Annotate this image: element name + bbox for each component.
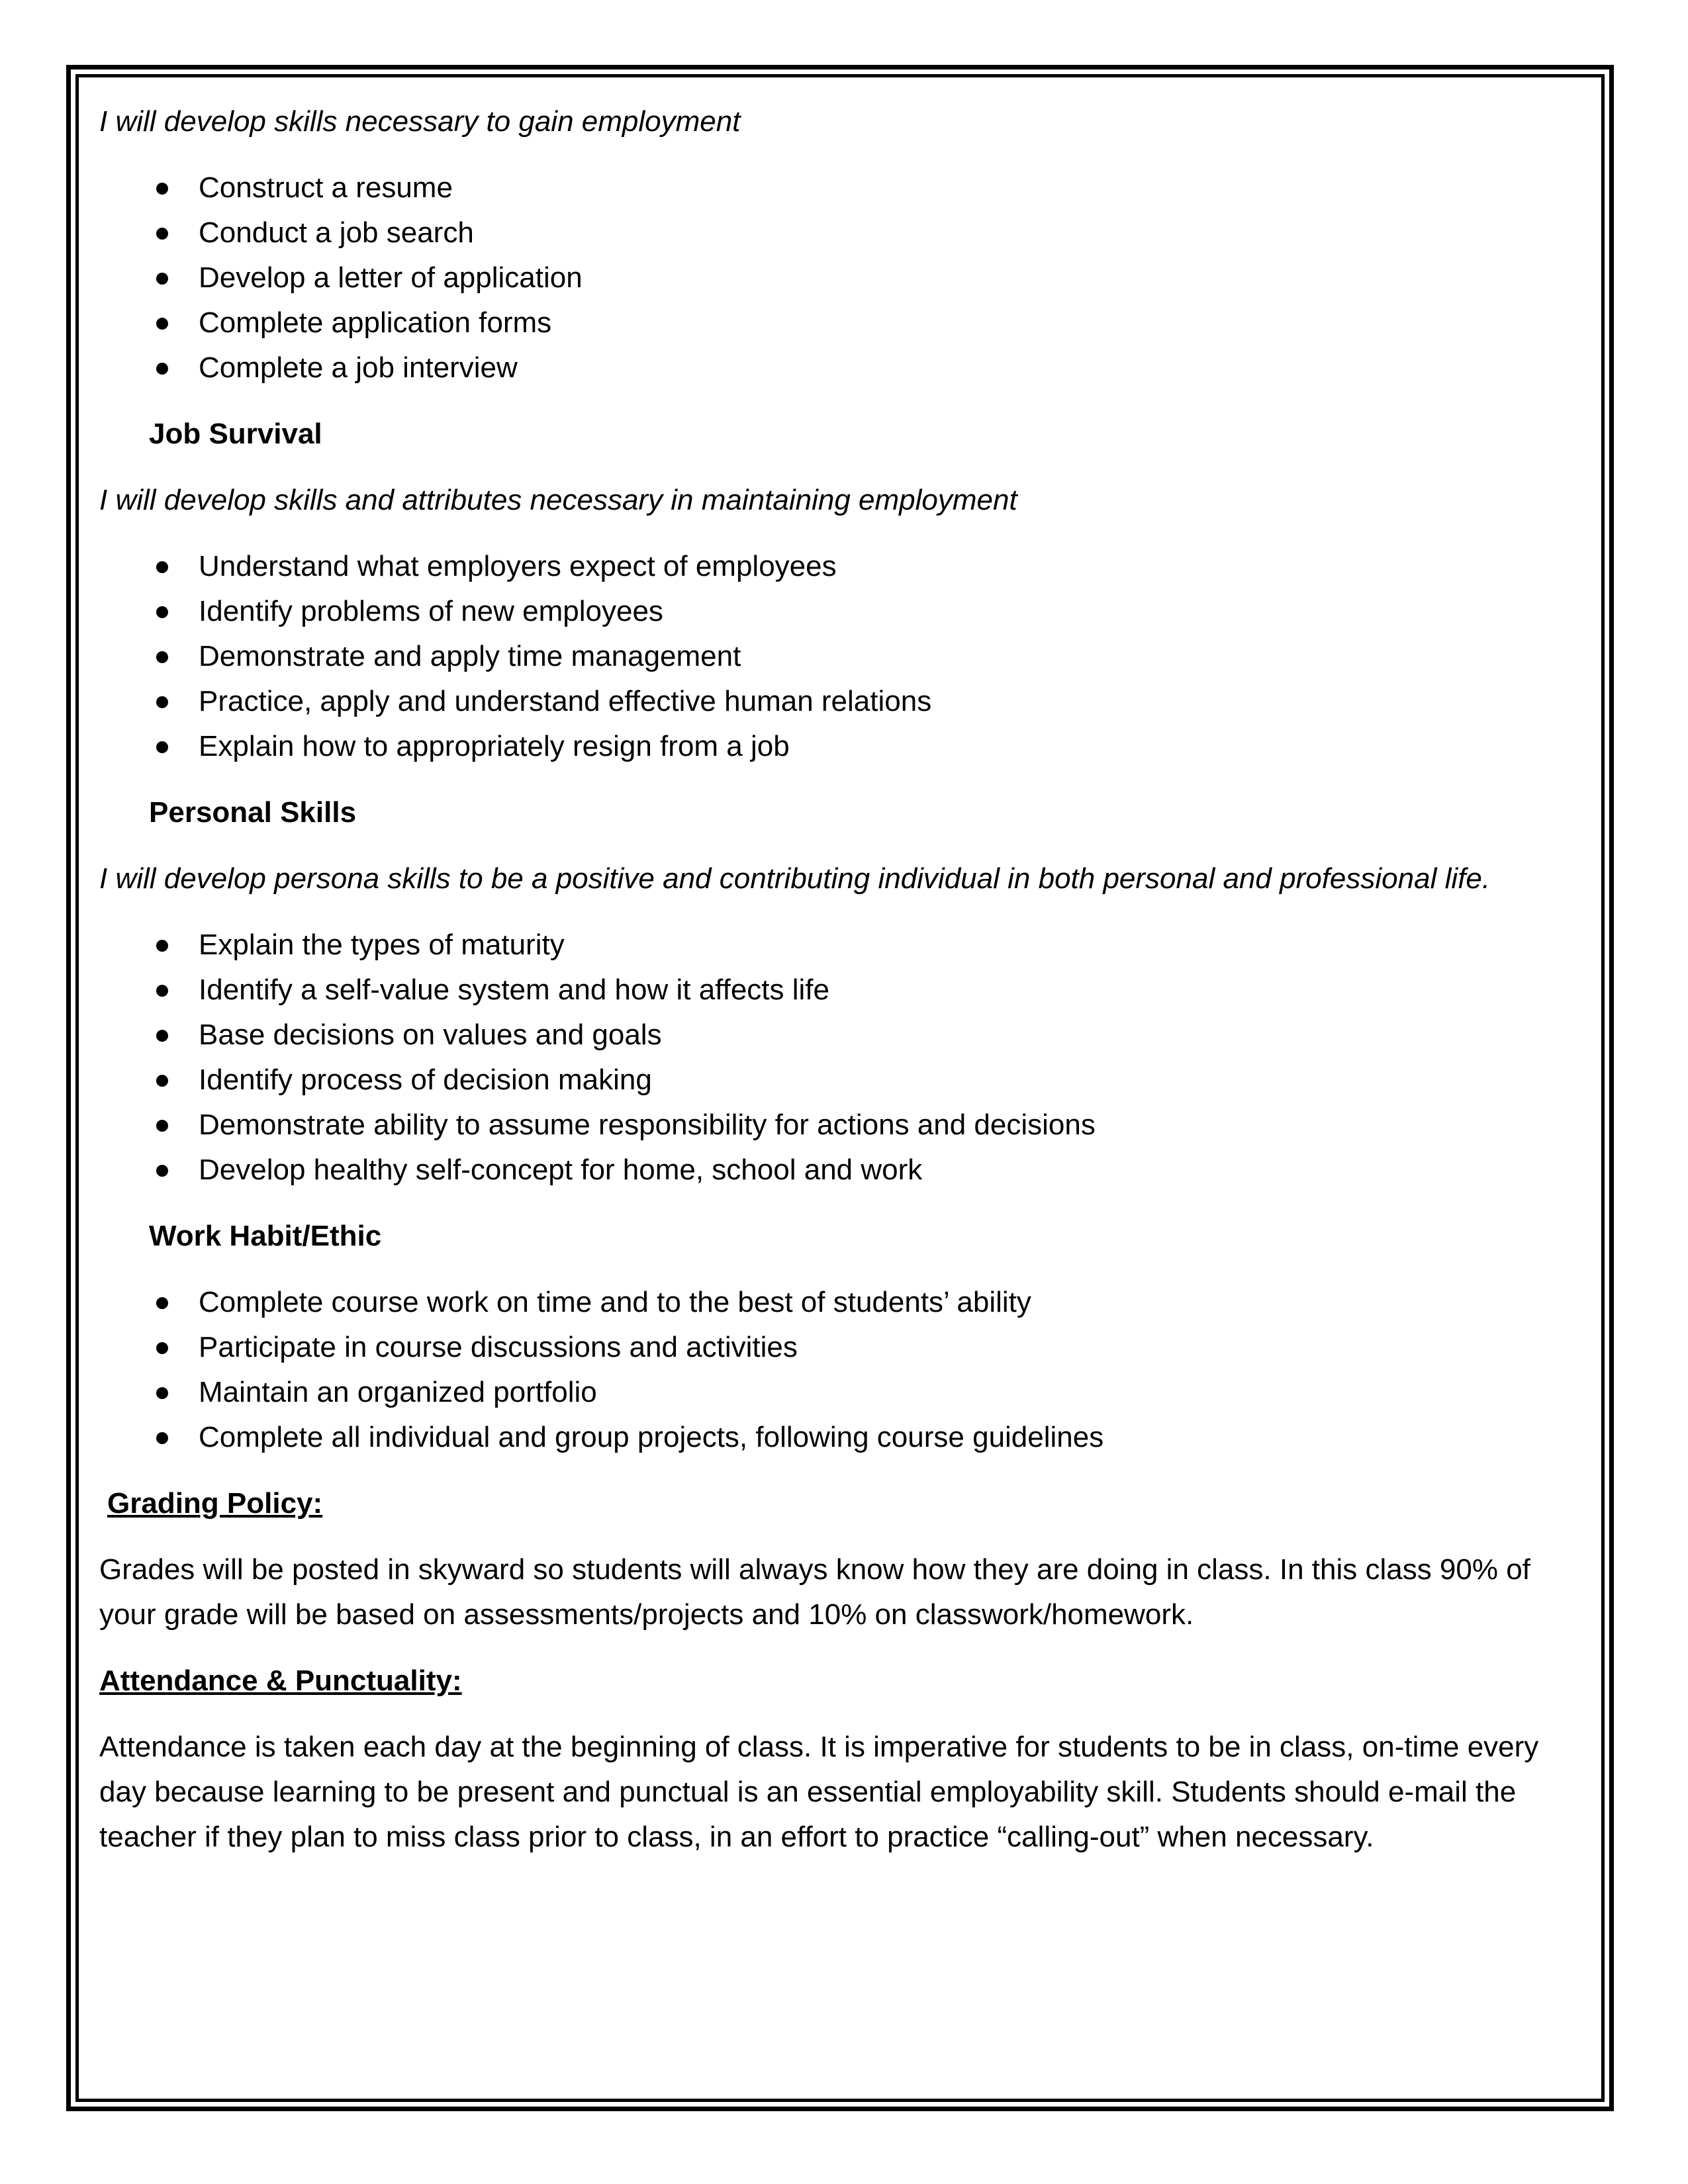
employment-intro: I will develop skills necessary to gain employment (99, 105, 741, 138)
list-item: Practice, apply and understand effective human relations (99, 679, 1589, 724)
list-item: Complete all individual and group projects, following course guidelines (99, 1415, 1589, 1460)
personal-skills-list (99, 923, 1589, 1193)
list-item: Explain the types of maturity (99, 923, 1589, 968)
personal-skills-heading: Personal Skills (149, 796, 357, 829)
list-item: Demonstrate and apply time management (99, 634, 1589, 679)
grading-policy-text: Grades will be posted in skyward so students will always know how they are doing in class. In this class 90% of your grade will be based on assessments/projects and 10% on classwork/homework. (99, 1553, 1530, 1631)
list-item: Develop healthy self-concept for home, school and work (99, 1148, 1589, 1193)
personal-skills-intro: I will develop persona skills to be a positive and contributing individual in both personal and professional life. (99, 862, 1491, 895)
employment-list (99, 165, 1589, 390)
list-item: Identify process of decision making (99, 1058, 1589, 1103)
list-item: Develop a letter of application (99, 255, 1589, 300)
attendance-heading: Attendance & Punctuality: (99, 1664, 462, 1697)
list-item: Complete course work on time and to the best of students’ ability (99, 1280, 1589, 1325)
list-item: Complete application forms (99, 300, 1589, 345)
list-item: Maintain an organized portfolio (99, 1370, 1589, 1415)
job-survival-heading: Job Survival (149, 418, 322, 450)
list-item: Demonstrate ability to assume responsibility for actions and decisions (99, 1103, 1589, 1148)
list-item: Identify problems of new employees (99, 589, 1589, 634)
job-survival-intro: I will develop skills and attributes necessary in maintaining employment (99, 484, 1017, 516)
list-item: Complete a job interview (99, 345, 1589, 390)
attendance-text: Attendance is taken each day at the beginning of class. It is imperative for students to be in class, on-time every day because learning to be present and punctual is an essential employability skill. Students should e-mail the teacher if they plan to miss class prior to class, in an effort to practice “calling-out” when necessary. (99, 1731, 1539, 1853)
job-survival-list (99, 544, 1589, 769)
list-item: Base decisions on values and goals (99, 1013, 1589, 1058)
work-habit-list (99, 1280, 1589, 1460)
list-item: Explain how to appropriately resign from a job (99, 724, 1589, 769)
list-item: Identify a self-value system and how it affects life (99, 968, 1589, 1013)
list-item: Construct a resume (99, 165, 1589, 210)
work-habit-heading: Work Habit/Ethic (149, 1220, 382, 1252)
list-item: Participate in course discussions and activities (99, 1325, 1589, 1370)
list-item: Conduct a job search (99, 210, 1589, 255)
document-body (99, 99, 1589, 1881)
grading-policy-heading: Grading Policy: (107, 1487, 323, 1520)
list-item: Understand what employers expect of employees (99, 544, 1589, 589)
